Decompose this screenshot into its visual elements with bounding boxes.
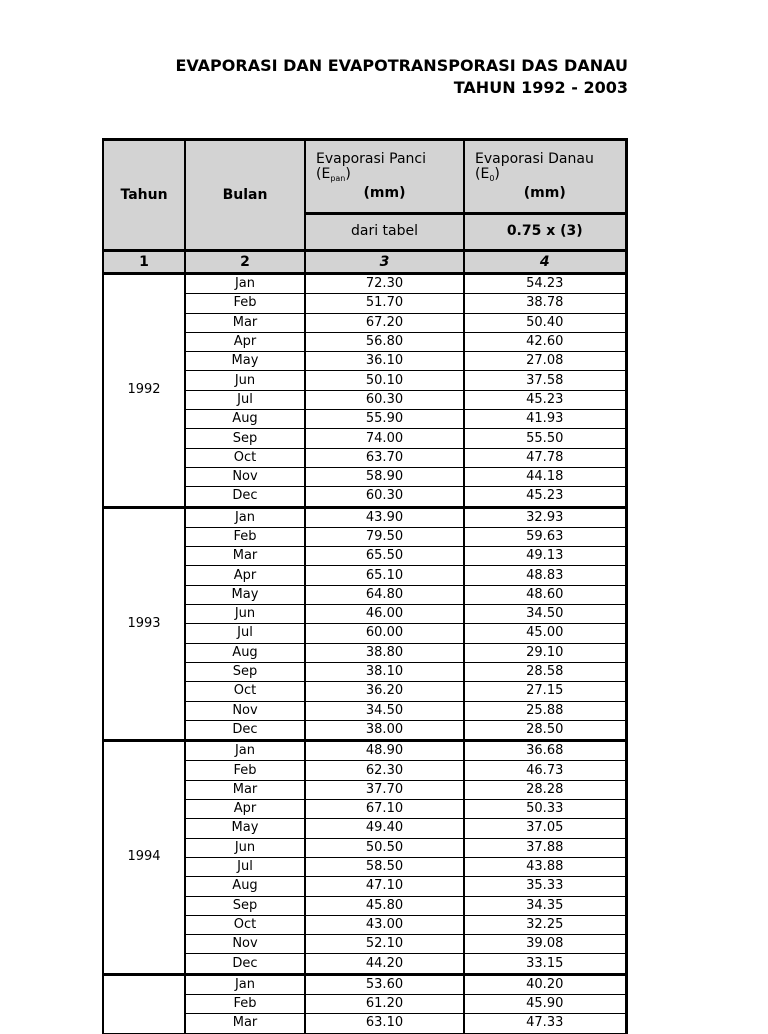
evaporasi-panci-cell: 67.10	[305, 800, 464, 819]
evaporation-table	[102, 138, 628, 1034]
evaporasi-danau-cell: 37.88	[464, 838, 626, 857]
year-cell	[103, 974, 185, 1033]
evaporasi-danau-cell: 45.23	[464, 390, 626, 409]
evaporasi-panci-cell: 50.50	[305, 838, 464, 857]
evaporasi-panci-cell: 38.00	[305, 720, 464, 740]
evaporasi-danau-cell: 50.40	[464, 313, 626, 332]
header-bulan: Bulan	[185, 140, 305, 251]
evaporasi-panci-cell: 63.10	[305, 1014, 464, 1033]
evaporasi-panci-cell: 64.80	[305, 585, 464, 604]
table-row	[103, 507, 626, 527]
month-cell: May	[185, 585, 305, 604]
evaporasi-danau-cell: 32.25	[464, 915, 626, 934]
header-source-panci: dari tabel	[305, 213, 464, 250]
evaporasi-panci-cell: 61.20	[305, 994, 464, 1013]
evaporasi-panci-cell: 45.80	[305, 896, 464, 915]
header-source-danau: 0.75 x (3)	[464, 213, 626, 250]
table-header	[103, 140, 626, 274]
month-cell: Jun	[185, 838, 305, 857]
year-cell: 1992	[103, 274, 185, 508]
month-cell: Apr	[185, 566, 305, 585]
evaporasi-danau-cell: 28.58	[464, 662, 626, 681]
evaporasi-danau-cell: 37.58	[464, 371, 626, 390]
column-number-1: 1	[103, 251, 185, 274]
header-evaporasi-panci-unit: (mm)	[363, 184, 406, 201]
table-row	[103, 741, 626, 761]
evaporasi-danau-cell: 43.88	[464, 857, 626, 876]
month-cell: Oct	[185, 915, 305, 934]
evaporasi-danau-cell: 38.78	[464, 294, 626, 313]
month-cell: Jan	[185, 507, 305, 527]
evaporasi-panci-cell: 36.20	[305, 682, 464, 701]
evaporasi-panci-cell: 48.90	[305, 741, 464, 761]
evaporasi-panci-cell: 65.50	[305, 547, 464, 566]
month-cell: Dec	[185, 720, 305, 740]
month-cell: Jun	[185, 605, 305, 624]
evaporasi-panci-cell: 38.10	[305, 662, 464, 681]
evaporasi-panci-cell: 44.20	[305, 954, 464, 974]
evaporasi-danau-cell: 28.50	[464, 720, 626, 740]
evaporasi-danau-cell: 46.73	[464, 761, 626, 780]
table-row	[103, 974, 626, 994]
evaporasi-panci-cell: 53.60	[305, 974, 464, 994]
month-cell: Jul	[185, 624, 305, 643]
evaporasi-danau-cell: 34.35	[464, 896, 626, 915]
header-evaporasi-danau	[464, 140, 626, 214]
month-cell: Nov	[185, 701, 305, 720]
month-cell: Oct	[185, 682, 305, 701]
header-epan-close: )	[345, 165, 351, 182]
evaporasi-panci-cell: 62.30	[305, 761, 464, 780]
month-cell: Dec	[185, 487, 305, 507]
header-epan-symbol: (E	[316, 165, 331, 182]
header-tahun: Tahun	[103, 140, 185, 251]
evaporasi-danau-cell: 55.50	[464, 429, 626, 448]
evaporasi-panci-cell: 67.20	[305, 313, 464, 332]
evaporasi-panci-cell: 72.30	[305, 274, 464, 294]
evaporasi-panci-cell: 52.10	[305, 935, 464, 954]
evaporasi-panci-cell: 43.00	[305, 915, 464, 934]
evaporasi-danau-cell: 37.05	[464, 819, 626, 838]
evaporasi-danau-cell: 48.60	[464, 585, 626, 604]
evaporasi-panci-cell: 47.10	[305, 877, 464, 896]
evaporasi-panci-cell: 51.70	[305, 294, 464, 313]
evaporasi-danau-cell: 45.00	[464, 624, 626, 643]
evaporasi-danau-cell: 47.33	[464, 1014, 626, 1033]
evaporasi-panci-cell: 43.90	[305, 507, 464, 527]
evaporasi-panci-cell: 58.90	[305, 467, 464, 486]
evaporasi-danau-cell: 54.23	[464, 274, 626, 294]
header-evaporasi-panci-title: Evaporasi Panci	[316, 150, 426, 167]
evaporasi-danau-cell: 48.83	[464, 566, 626, 585]
header-evaporasi-danau-unit: (mm)	[523, 184, 566, 201]
month-cell: May	[185, 352, 305, 371]
evaporasi-danau-cell: 45.90	[464, 994, 626, 1013]
evaporasi-panci-cell: 60.00	[305, 624, 464, 643]
header-e0-subscript: 0	[489, 173, 495, 183]
month-cell: Feb	[185, 994, 305, 1013]
month-cell: Jul	[185, 857, 305, 876]
evaporasi-danau-cell: 27.15	[464, 682, 626, 701]
month-cell: Apr	[185, 800, 305, 819]
document-subtitle: TAHUN 1992 - 2003	[453, 78, 628, 97]
evaporasi-danau-cell: 36.68	[464, 741, 626, 761]
evaporasi-danau-cell: 49.13	[464, 547, 626, 566]
year-cell: 1994	[103, 741, 185, 975]
month-cell: Sep	[185, 896, 305, 915]
evaporasi-panci-cell: 46.00	[305, 605, 464, 624]
month-cell: Feb	[185, 761, 305, 780]
evaporasi-danau-cell: 29.10	[464, 643, 626, 662]
month-cell: Mar	[185, 313, 305, 332]
evaporasi-panci-cell: 58.50	[305, 857, 464, 876]
month-cell: Jan	[185, 741, 305, 761]
evaporasi-danau-cell: 34.50	[464, 605, 626, 624]
month-cell: Aug	[185, 643, 305, 662]
evaporasi-panci-cell: 74.00	[305, 429, 464, 448]
evaporasi-danau-cell: 28.28	[464, 780, 626, 799]
year-cell: 1993	[103, 507, 185, 741]
evaporasi-danau-cell: 45.23	[464, 487, 626, 507]
header-e0-close: )	[494, 165, 500, 182]
evaporasi-danau-cell: 41.93	[464, 410, 626, 429]
month-cell: Dec	[185, 954, 305, 974]
evaporasi-panci-cell: 79.50	[305, 527, 464, 546]
column-number-2: 2	[185, 251, 305, 274]
month-cell: Aug	[185, 410, 305, 429]
table-row	[103, 274, 626, 294]
evaporasi-danau-cell: 44.18	[464, 467, 626, 486]
column-number-3: 3	[305, 251, 464, 274]
evaporasi-danau-cell: 50.33	[464, 800, 626, 819]
month-cell: Nov	[185, 935, 305, 954]
table-body	[103, 274, 626, 1034]
evaporasi-danau-cell: 32.93	[464, 507, 626, 527]
evaporasi-danau-cell: 27.08	[464, 352, 626, 371]
evaporasi-panci-cell: 56.80	[305, 332, 464, 351]
evaporasi-panci-cell: 50.10	[305, 371, 464, 390]
evaporasi-panci-cell: 55.90	[305, 410, 464, 429]
evaporasi-panci-cell: 38.80	[305, 643, 464, 662]
evaporasi-danau-cell: 40.20	[464, 974, 626, 994]
month-cell: Jan	[185, 274, 305, 294]
evaporasi-panci-cell: 60.30	[305, 487, 464, 507]
evaporasi-danau-cell: 25.88	[464, 701, 626, 720]
column-number-4: 4	[464, 251, 626, 274]
evaporasi-danau-cell: 33.15	[464, 954, 626, 974]
month-cell: Oct	[185, 448, 305, 467]
evaporasi-danau-cell: 39.08	[464, 935, 626, 954]
evaporasi-panci-cell: 36.10	[305, 352, 464, 371]
header-e0-symbol: (E	[475, 165, 490, 182]
month-cell: Jul	[185, 390, 305, 409]
month-cell: Jun	[185, 371, 305, 390]
document-title: EVAPORASI DAN EVAPOTRANSPORASI DAS DANAU	[175, 56, 628, 75]
header-evaporasi-panci	[305, 140, 464, 214]
header-epan-subscript: pan	[330, 173, 346, 183]
month-cell: Apr	[185, 332, 305, 351]
evaporasi-panci-cell: 49.40	[305, 819, 464, 838]
evaporasi-danau-cell: 35.33	[464, 877, 626, 896]
month-cell: Feb	[185, 527, 305, 546]
month-cell: May	[185, 819, 305, 838]
month-cell: Sep	[185, 662, 305, 681]
evaporasi-panci-cell: 37.70	[305, 780, 464, 799]
evaporasi-danau-cell: 59.63	[464, 527, 626, 546]
month-cell: Mar	[185, 1014, 305, 1033]
header-evaporasi-danau-title: Evaporasi Danau	[475, 150, 594, 167]
month-cell: Jan	[185, 974, 305, 994]
evaporasi-panci-cell: 34.50	[305, 701, 464, 720]
month-cell: Nov	[185, 467, 305, 486]
month-cell: Mar	[185, 547, 305, 566]
month-cell: Mar	[185, 780, 305, 799]
evaporasi-panci-cell: 60.30	[305, 390, 464, 409]
evaporasi-panci-cell: 65.10	[305, 566, 464, 585]
month-cell: Feb	[185, 294, 305, 313]
month-cell: Sep	[185, 429, 305, 448]
evaporasi-danau-cell: 42.60	[464, 332, 626, 351]
evaporasi-panci-cell: 63.70	[305, 448, 464, 467]
month-cell: Aug	[185, 877, 305, 896]
evaporasi-danau-cell: 47.78	[464, 448, 626, 467]
